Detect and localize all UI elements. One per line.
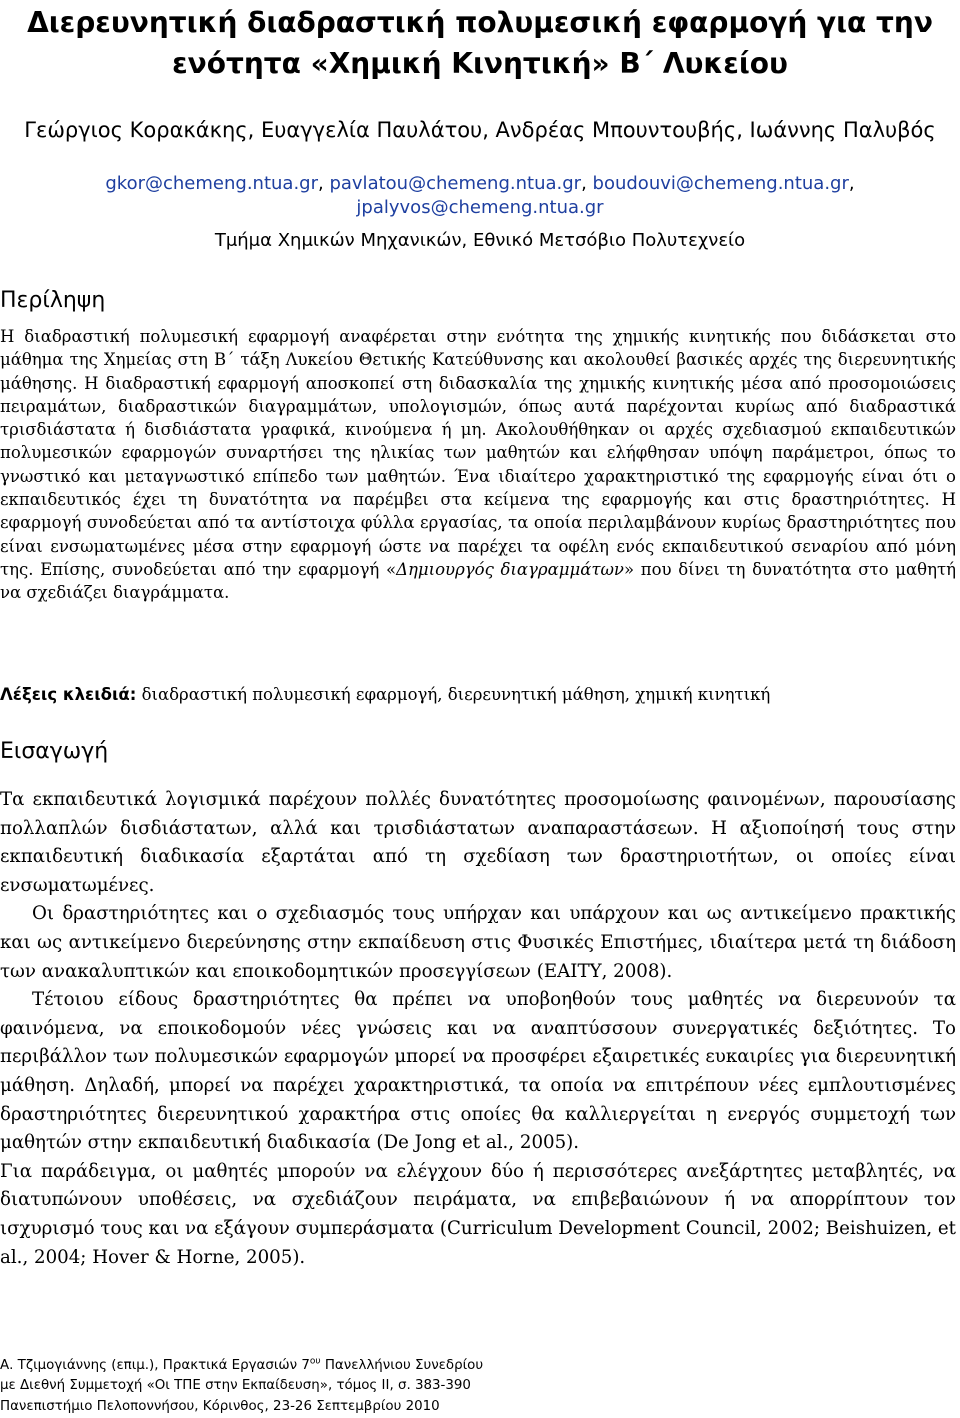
intro-paragraph: Τα εκπαιδευτικά λογισμικά παρέχουν πολλές δυνατότητες προσομοίωσης φαινομένων, παρουσίασης πολλαπλών δισδιάστατων, αλλά και τρισδιάστατων αναπαραστάσεων. Η αξιοποίησή τους στην εκπαιδευτική διαδικασία εξαρτάται από τη σχεδίαση των δραστηριοτήτων, οι οποίες είναι ενσωματωμένες. — [0, 789, 956, 896]
proceedings-footer — [0, 1356, 960, 1417]
intro-paragraph: Τέτοιου είδους δραστηριότητες θα πρέπει να υποβοηθούν τους μαθητές να διερευνούν τα φαινόμενα, να εποικοδομούν νέες γνώσεις και να αναπτύσσουν συνεργατικές δεξιότητες. Το περιβάλλον των πολυμεσικών εφαρμογών μπορεί να προσφέρει εξαιρετικές ευκαιρίες για διερευνητική μάθηση. Δηλαδή, μπορεί να παρέχει χαρακτηριστικά, τα οποία να επιτρέπουν νέες εμπλουτισμένες δραστηριότητες διερευνητικού χαρακτήρα στις οποίες θα καλλιεργείται η ενεργός συμμετοχή των μαθητών στην εκπαιδευτική διαδικασία (De Jong et al., 2005). — [0, 989, 956, 1154]
footer-line: με Διεθνή Συμμετοχή «Οι ΤΠΕ στην Εκπαίδευση», τόμος ΙΙ, σ. 383-390 — [0, 1378, 471, 1394]
footer-line — [0, 1356, 960, 1376]
email-separator: , — [848, 173, 855, 194]
abstract-italic: Δημιουργός διαγραμμάτων — [396, 559, 624, 579]
email-link[interactable]: jpalyvos@chemeng.ntua.gr — [356, 197, 604, 218]
author-emails — [40, 172, 920, 220]
affiliation: Τμήμα Χημικών Μηχανικών, Εθνικό Μετσόβιο Πολυτεχνείο — [214, 230, 746, 251]
intro-paragraph: Για παράδειγμα, οι μαθητές μπορούν να ελέγχουν δύο ή περισσότερες ανεξάρτητες μεταβλητές, να διατυπώνουν υποθέσεις, να σχεδιάζουν πειράματα, να επιβεβαιώνουν ή να απορρίπτουν τον ισχυρισμό τους και να εξάγουν συμπεράσματα (Curriculum Development Council, 2002; Beishuizen, et al., 2004; Hover & Horne, 2005). — [0, 1160, 956, 1268]
paper-title: Διερευνητική διαδραστική πολυμεσική εφαρμογή για την ενότητα «Χημική Κινητική» Β΄ Λυκείου — [27, 6, 933, 80]
keywords-label: Λέξεις κλειδιά: — [0, 685, 137, 704]
footer-conference: Πανελλήνιου Συνεδρίου — [320, 1358, 484, 1373]
email-separator: , — [318, 173, 330, 194]
abstract-heading: Περίληψη — [0, 288, 106, 313]
abstract-text — [0, 325, 956, 605]
abstract-body: Η διαδραστική πολυμεσική εφαρμογή αναφέρεται στην ενότητα της χημικής κινητικής που διδάσκεται στο μάθημα της Χημείας στη Β΄ τάξη Λυκείου Θετικής Κατεύθυνσης και ακολουθεί βασικές αρχές της διερευνητικής μάθησης. Η διαδραστική εφαρμογή αποσκοπεί στη διδασκαλία της χημικής κινητικής μέσα από προσομοιώσεις πειραμάτων, διαδραστικών διαγραμμάτων, υπολογισμών, όπως αυτά παρέχονται κυρίως από διαδραστικά τρισδιάστατα ή δισδιάστατα γραφικά, κινούμενα ή μη. Ακολουθήθηκαν οι αρχές σχεδιασμού εκπαιδευτικών πολυμεσικών εφαρμογών συναρτήσει της ηλικίας των μαθητών και ελήφθησαν υπόψη παράμετροι, όπως το γνωστικό και μεταγνωστικό επίπεδο των μαθητών. Ένα ιδιαίτερο χαρακτηριστικό της εφαρμογής είναι ότι ο εκπαιδευτικός έχει τη δυνατότητα να παρέμβει στα κείμενα της εφαρμογής και στις δραστηριότητες. Η εφαρμογή συνοδεύεται από τα αντίστοιχα φύλλα εργασίας, τα οποία περιλαμβάνουν κυρίως δραστηριότητες που είναι ενσωματωμένες μέσα στην εφαρμογή ώστε να παρέχει τα οφέλη ενός εκπαιδευτικού σεναρίου από μόνη της. Επίσης, συνοδεύεται από την εφαρμογή « — [0, 327, 956, 579]
email-link[interactable]: pavlatou@chemeng.ntua.gr — [329, 173, 582, 194]
email-separator: , — [581, 173, 593, 194]
keywords-text: διαδραστική πολυμεσική εφαρμογή, διερευνητική μάθηση, χημική κινητική — [136, 685, 771, 704]
authors: Γεώργιος Κορακάκης, Ευαγγελία Παυλάτου, Ανδρέας Μπουντουβής, Ιωάννης Παλυβός — [24, 118, 936, 142]
introduction-body — [0, 786, 956, 1272]
abstract-body-end: » που δίνει τη δυνατότητα στο μαθητή να σχεδιάζει διαγράμματα. — [0, 559, 956, 603]
email-link[interactable]: boudouvi@chemeng.ntua.gr — [592, 173, 849, 194]
introduction-heading: Εισαγωγή — [0, 739, 109, 764]
keywords — [0, 683, 956, 707]
footer-ordinal: ου — [309, 1356, 321, 1367]
email-link[interactable]: gkor@chemeng.ntua.gr — [105, 173, 318, 194]
footer-editor: Α. Τζιμογιάννης (επιμ.), Πρακτικά Εργασιών 7 — [0, 1358, 310, 1373]
intro-paragraph: Οι δραστηριότητες και ο σχεδιασμός τους υπήρχαν και υπάρχουν και ως αντικείμενο πρακτικής και ως αντικείμενο διερεύνησης στην εκπαίδευση στις Φυσικές Επιστήμες, ιδιαίτερα μετά τη διάδοση των ανακαλυπτικών και εποικοδομητικών προσεγγίσεων (ΕΑΙΤΥ, 2008). — [0, 903, 956, 982]
footer-line: Πανεπιστήμιο Πελοποννήσου, Κόρινθος, 23-26 Σεπτεμβρίου 2010 — [0, 1398, 440, 1414]
